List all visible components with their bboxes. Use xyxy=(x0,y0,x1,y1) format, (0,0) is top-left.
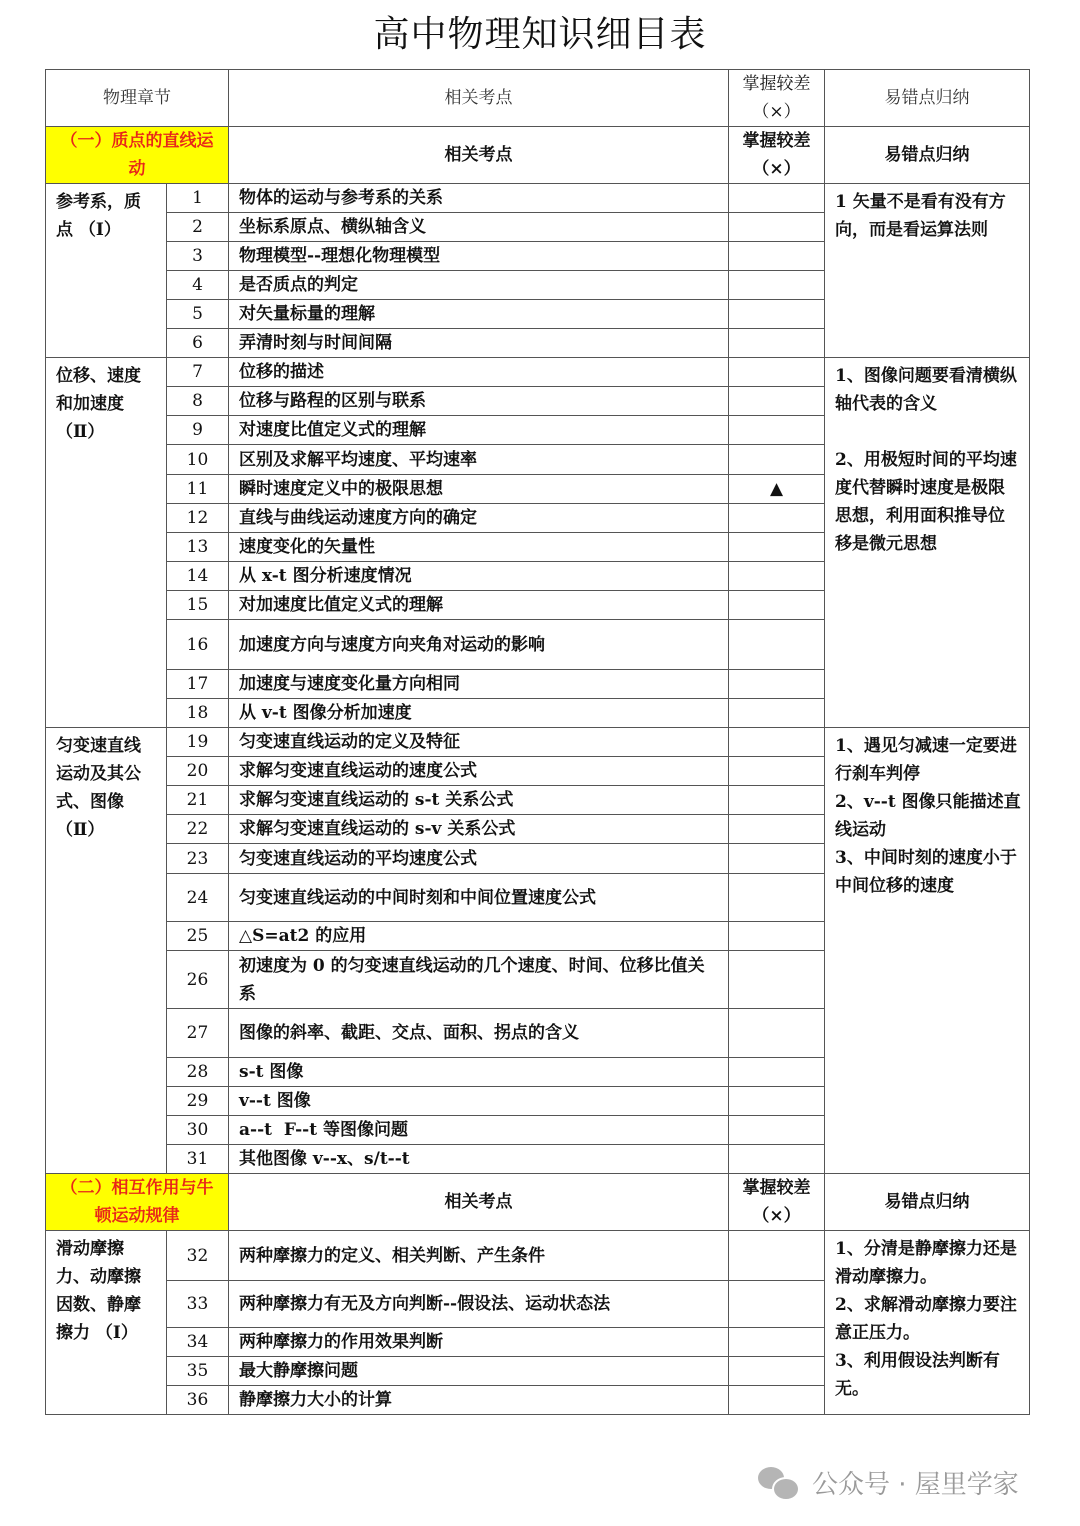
header-mastery-line2: （×） xyxy=(752,102,801,122)
row-number: 6 xyxy=(167,329,229,358)
wechat-icon xyxy=(758,1465,802,1499)
table-row xyxy=(46,1231,1030,1281)
row-item: 对加速度比值定义式的理解 xyxy=(229,591,729,620)
row-number: 29 xyxy=(167,1087,229,1116)
row-number: 24 xyxy=(167,874,229,922)
row-item: 速度变化的矢量性 xyxy=(229,533,729,562)
row-mark xyxy=(729,271,825,300)
mistakes-cell xyxy=(825,728,1030,1174)
mistakes-cell xyxy=(825,1231,1030,1415)
row-item: 两种摩擦力的定义、相关判断、产生条件 xyxy=(229,1231,729,1281)
row-item: 区别及求解平均速度、平均速率 xyxy=(229,445,729,475)
row-mark xyxy=(729,1058,825,1087)
chapter-line: （Ⅱ） xyxy=(56,820,105,840)
row-number: 26 xyxy=(167,951,229,1009)
row-item: 从 v-t 图像分析加速度 xyxy=(229,699,729,728)
row-number: 32 xyxy=(167,1231,229,1281)
row-mark xyxy=(729,1328,825,1357)
row-mark xyxy=(729,242,825,271)
page-title: 高中物理知识细目表 xyxy=(373,14,707,55)
row-mark xyxy=(729,620,825,670)
row-item: 对速度比值定义式的理解 xyxy=(229,416,729,445)
section-title-line1: （一）质点的直线运 xyxy=(60,131,214,151)
row-item: 两种摩擦力的作用效果判断 xyxy=(229,1328,729,1357)
chapter-line: 力、动摩擦 xyxy=(56,1267,141,1287)
row-item: a--t F--t 等图像问题 xyxy=(229,1116,729,1145)
row-mark xyxy=(729,329,825,358)
table-row xyxy=(46,358,1030,387)
row-mark xyxy=(729,300,825,329)
row-item: △S=at2 的应用 xyxy=(229,922,729,951)
note-text: 1、分清是静摩擦力还是滑动摩擦力。 xyxy=(835,1239,1017,1287)
row-item: 直线与曲线运动速度方向的确定 xyxy=(229,504,729,533)
section-title-line1: （二）相互作用与牛 xyxy=(60,1178,214,1198)
row-mark xyxy=(729,844,825,874)
header-chapter: 物理章节 xyxy=(46,70,229,127)
note-text: 3、利用假设法判断有无。 xyxy=(835,1351,1000,1399)
row-mark xyxy=(729,358,825,387)
row-number: 14 xyxy=(167,562,229,591)
row-number: 31 xyxy=(167,1145,229,1174)
row-item: 弄清时刻与时间间隔 xyxy=(229,329,729,358)
header-mastery xyxy=(729,70,825,127)
row-item: 其他图像 v--x、s/t--t xyxy=(229,1145,729,1174)
row-number: 22 xyxy=(167,815,229,844)
row-mark xyxy=(729,504,825,533)
chapter-line: 位移、速度 xyxy=(56,366,141,386)
row-item: 图像的斜率、截距、交点、面积、拐点的含义 xyxy=(229,1009,729,1058)
watermark-text: 公众号 · 屋里学家 xyxy=(812,1469,1019,1500)
mistakes-cell xyxy=(825,184,1030,358)
row-number: 12 xyxy=(167,504,229,533)
row-mark xyxy=(729,1145,825,1174)
section-mastery-line2: （×） xyxy=(752,1206,801,1226)
row-mark xyxy=(729,670,825,699)
row-item: 从 x-t 图分析速度情况 xyxy=(229,562,729,591)
chapter-line: 运动及其公 xyxy=(56,764,141,784)
row-mark xyxy=(729,445,825,475)
chapter-line: 匀变速直线 xyxy=(56,736,141,756)
chapter-cell xyxy=(46,1231,167,1415)
row-number: 28 xyxy=(167,1058,229,1087)
row-mark xyxy=(729,1087,825,1116)
row-item: v--t 图像 xyxy=(229,1087,729,1116)
chapter-line: 参考系，质 xyxy=(56,192,141,212)
row-number: 21 xyxy=(167,786,229,815)
chapter-line: 和加速度 xyxy=(56,394,124,414)
header-mastery-line1: 掌握较差 xyxy=(742,74,811,94)
row-number: 20 xyxy=(167,757,229,786)
section-mastery-header xyxy=(729,1174,825,1231)
chapter-line: 滑动摩擦 xyxy=(56,1239,124,1259)
row-item: 物理模型--理想化物理模型 xyxy=(229,242,729,271)
row-item: s-t 图像 xyxy=(229,1058,729,1087)
row-number: 25 xyxy=(167,922,229,951)
row-number: 17 xyxy=(167,670,229,699)
row-mark xyxy=(729,699,825,728)
row-number: 18 xyxy=(167,699,229,728)
chapter-cell xyxy=(46,728,167,1174)
knowledge-table xyxy=(45,69,1030,1415)
row-number: 19 xyxy=(167,728,229,757)
row-number: 13 xyxy=(167,533,229,562)
row-number: 33 xyxy=(167,1281,229,1328)
section-header-row xyxy=(46,1174,1030,1231)
row-item: 瞬时速度定义中的极限思想 xyxy=(229,475,729,504)
section-title-line2: 顿运动规律 xyxy=(94,1206,180,1226)
chapter-line: 式、图像 xyxy=(56,792,124,812)
row-item: 两种摩擦力有无及方向判断--假设法、运动状态法 xyxy=(229,1281,729,1328)
row-item: 匀变速直线运动的平均速度公式 xyxy=(229,844,729,874)
chapter-line: （Ⅱ） xyxy=(56,422,105,442)
header-mistakes: 易错点归纳 xyxy=(825,70,1030,127)
note-spacer xyxy=(835,418,1021,446)
note-text: 2、v--t 图像只能描述直线运动 xyxy=(835,792,1021,840)
section-title xyxy=(46,127,229,184)
row-number: 30 xyxy=(167,1116,229,1145)
note-text: 2、用极短时间的平均速度代替瞬时速度是极限思想，利用面积推导位移是微元思想 xyxy=(835,450,1017,554)
section-mastery-line1: 掌握较差 xyxy=(742,131,811,151)
row-mark xyxy=(729,728,825,757)
section-title-line2: 动 xyxy=(128,159,146,179)
row-mark xyxy=(729,591,825,620)
row-number: 35 xyxy=(167,1357,229,1386)
row-mark xyxy=(729,922,825,951)
row-number: 23 xyxy=(167,844,229,874)
row-item: 对矢量标量的理解 xyxy=(229,300,729,329)
row-item: 求解匀变速直线运动的 s-v 关系公式 xyxy=(229,815,729,844)
note-text: 3、中间时刻的速度小于中间位移的速度 xyxy=(835,848,1017,896)
row-number: 27 xyxy=(167,1009,229,1058)
table-header-row xyxy=(46,70,1030,127)
row-mark xyxy=(729,874,825,922)
section-mastery-line1: 掌握较差 xyxy=(742,1178,811,1198)
section-mistakes-header: 易错点归纳 xyxy=(825,1174,1030,1231)
row-number: 5 xyxy=(167,300,229,329)
row-mark xyxy=(729,1116,825,1145)
row-item: 位移的描述 xyxy=(229,358,729,387)
chapter-line: 因数、静摩 xyxy=(56,1295,141,1315)
row-mark xyxy=(729,1231,825,1281)
chapter-cell xyxy=(46,358,167,728)
row-mark xyxy=(729,416,825,445)
row-number: 3 xyxy=(167,242,229,271)
row-item: 匀变速直线运动的中间时刻和中间位置速度公式 xyxy=(229,874,729,922)
row-item: 求解匀变速直线运动的速度公式 xyxy=(229,757,729,786)
row-number: 16 xyxy=(167,620,229,670)
row-number: 15 xyxy=(167,591,229,620)
section-mistakes-header: 易错点归纳 xyxy=(825,127,1030,184)
row-mark xyxy=(729,951,825,1009)
row-mark xyxy=(729,757,825,786)
row-mark xyxy=(729,184,825,213)
note-text: 1、遇见匀减速一定要进行刹车判停 xyxy=(835,736,1017,784)
row-item: 匀变速直线运动的定义及特征 xyxy=(229,728,729,757)
row-number: 36 xyxy=(167,1386,229,1415)
row-number: 1 xyxy=(167,184,229,213)
note-text: 2、求解滑动摩擦力要注意正压力。 xyxy=(835,1295,1017,1343)
row-mark xyxy=(729,1281,825,1328)
section-title xyxy=(46,1174,229,1231)
row-mark xyxy=(729,1386,825,1415)
row-item: 初速度为 0 的匀变速直线运动的几个速度、时间、位移比值关系 xyxy=(229,951,729,1009)
row-item: 坐标系原点、横纵轴含义 xyxy=(229,213,729,242)
row-mark xyxy=(729,533,825,562)
row-number: 7 xyxy=(167,358,229,387)
row-number: 10 xyxy=(167,445,229,475)
row-item: 最大静摩擦问题 xyxy=(229,1357,729,1386)
section-mastery-header xyxy=(729,127,825,184)
chapter-line: 擦力 （Ⅰ） xyxy=(56,1323,138,1343)
row-item: 位移与路程的区别与联系 xyxy=(229,387,729,416)
note-text: 1、图像问题要看清横纵轴代表的含义 xyxy=(835,366,1017,414)
row-item: 物体的运动与参考系的关系 xyxy=(229,184,729,213)
mistakes-cell xyxy=(825,358,1030,728)
row-number: 2 xyxy=(167,213,229,242)
row-item: 加速度与速度变化量方向相同 xyxy=(229,670,729,699)
chapter-cell xyxy=(46,184,167,358)
row-item: 是否质点的判定 xyxy=(229,271,729,300)
row-mark xyxy=(729,786,825,815)
row-number: 34 xyxy=(167,1328,229,1357)
chapter-line: 点 （Ⅰ） xyxy=(56,220,121,240)
section-header-row xyxy=(46,127,1030,184)
row-item: 加速度方向与速度方向夹角对运动的影响 xyxy=(229,620,729,670)
row-mark xyxy=(729,1009,825,1058)
row-mark xyxy=(729,815,825,844)
row-mark xyxy=(729,387,825,416)
row-number: 9 xyxy=(167,416,229,445)
row-item: 求解匀变速直线运动的 s-t 关系公式 xyxy=(229,786,729,815)
section-items-header: 相关考点 xyxy=(229,127,729,184)
row-mark xyxy=(729,213,825,242)
table-row xyxy=(46,184,1030,213)
table-row xyxy=(46,728,1030,757)
watermark xyxy=(758,1462,1019,1502)
row-mark xyxy=(729,562,825,591)
row-number: 11 xyxy=(167,475,229,504)
row-item: 静摩擦力大小的计算 xyxy=(229,1386,729,1415)
row-number: 4 xyxy=(167,271,229,300)
row-mark xyxy=(729,1357,825,1386)
triangle-mark-icon: ▲ xyxy=(729,475,825,504)
row-number: 8 xyxy=(167,387,229,416)
note-text: 1 矢量不是看有没有方向，而是看运算法则 xyxy=(835,192,1006,240)
header-items: 相关考点 xyxy=(229,70,729,127)
section-items-header: 相关考点 xyxy=(229,1174,729,1231)
section-mastery-line2: （×） xyxy=(752,159,801,179)
